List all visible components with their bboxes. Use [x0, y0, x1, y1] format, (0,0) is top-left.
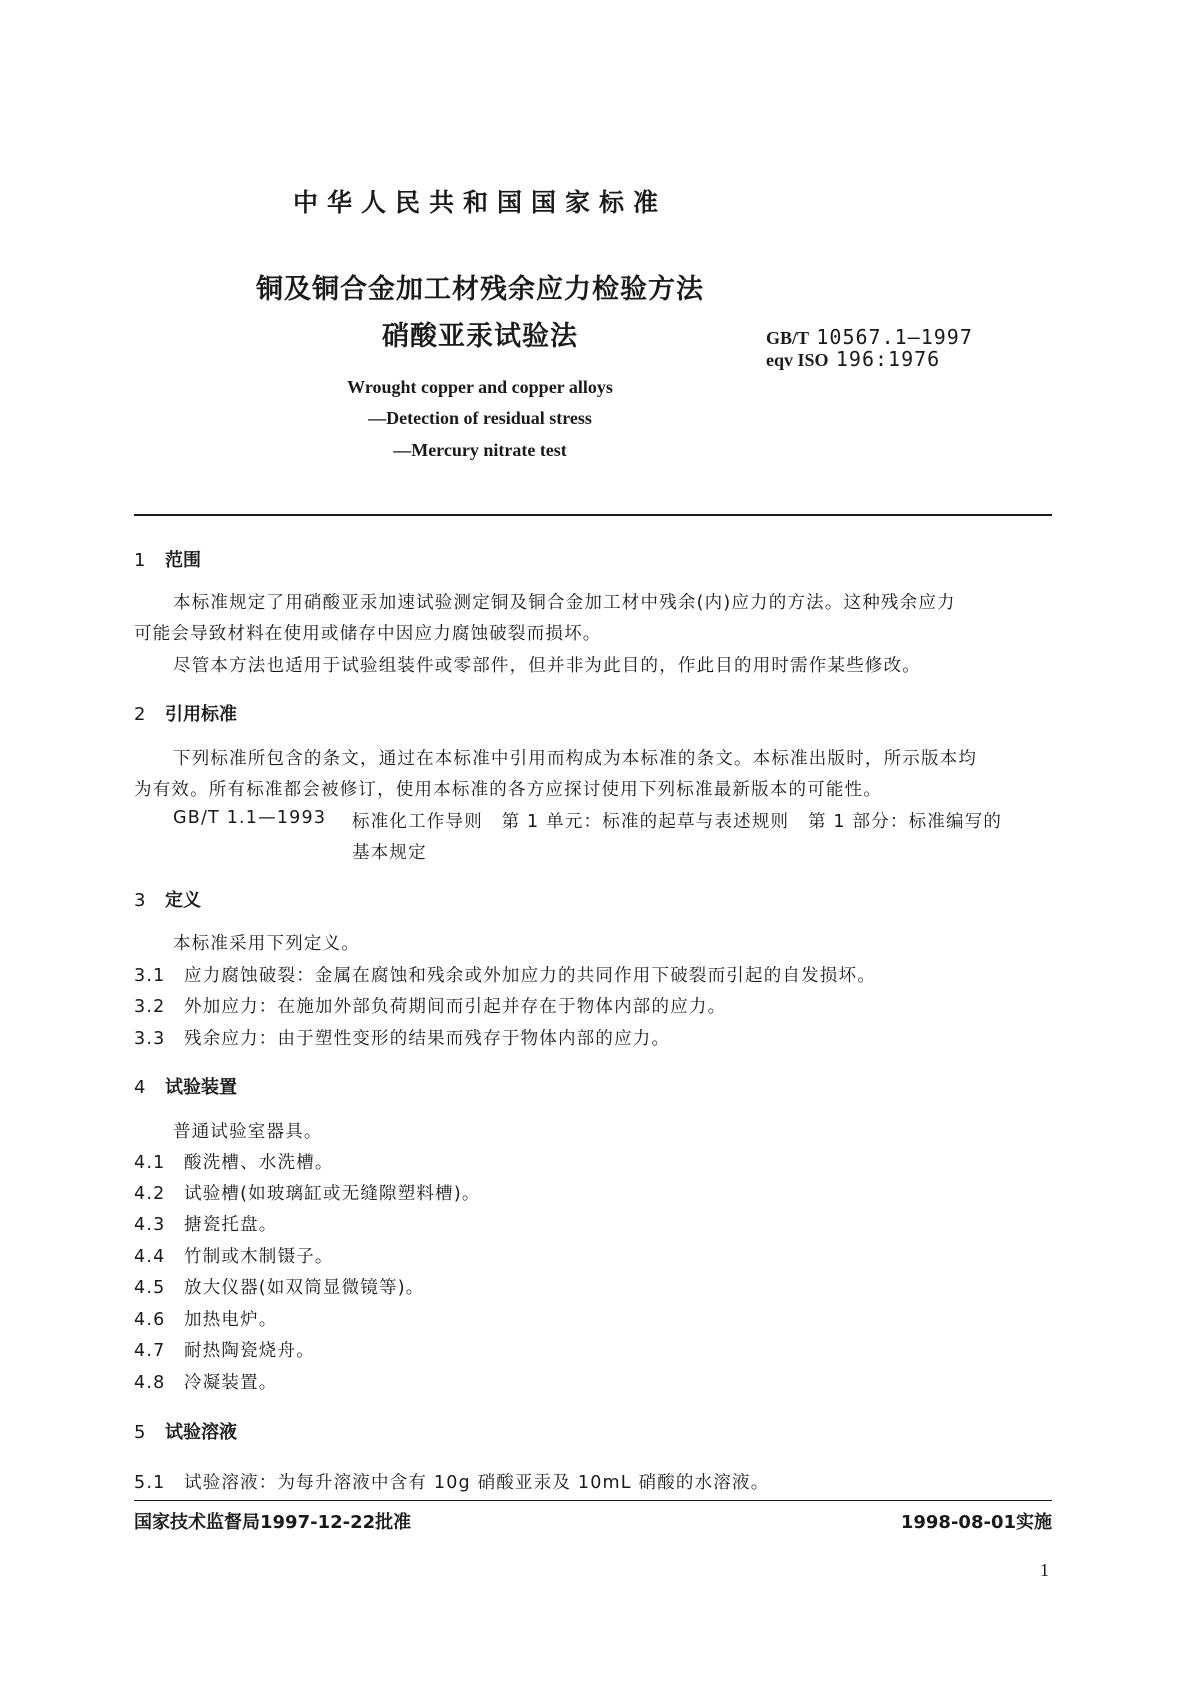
section-heading: [134, 1073, 237, 1099]
section-number: 4: [134, 1077, 146, 1098]
english-title-line: —Mercury nitrate test: [393, 440, 567, 460]
item-text: 加热电炉。: [184, 1310, 278, 1330]
item-number: 3.3: [134, 1029, 166, 1049]
item-text: 试验槽(如玻璃缸或无缝隙塑料槽)。: [184, 1184, 481, 1204]
item-text: 竹制或木制镊子。: [184, 1247, 334, 1267]
reference-title-line: 标准化工作导则 第 1 单元：标准的起草与表述规则 第 1 部分：标准编写的: [352, 812, 1003, 832]
item-text: 冷凝装置。: [184, 1373, 278, 1393]
section-title: 范围: [165, 550, 201, 571]
equivalent-standard-number: 196:1976: [835, 347, 941, 371]
document-subtitle: 硝酸亚汞试验法: [382, 321, 578, 352]
section-intro: 普通试验室器具。: [173, 1122, 323, 1142]
item-text: 应力腐蚀破裂：金属在腐蚀和残余或外加应力的共同作用下破裂而引起的自发损坏。: [184, 966, 876, 986]
standard-code-prefix: GB/T: [766, 328, 810, 348]
page-number: 1: [1040, 1560, 1049, 1580]
solution-item: [134, 1469, 769, 1494]
definition-item: [134, 1025, 670, 1050]
item-text: 外加应力：在施加外部负荷期间而引起并存在于物体内部的应力。: [184, 997, 727, 1017]
document-title: 铜及铜合金加工材残余应力检验方法: [256, 274, 704, 305]
equivalent-standard: [766, 347, 940, 371]
section-number: 1: [134, 550, 146, 571]
reference-code: GB/T 1.1—1993: [173, 808, 327, 828]
item-number: 3.1: [134, 966, 166, 986]
apparatus-item: [134, 1243, 334, 1268]
header-divider: [134, 514, 1052, 516]
english-title-line: Wrought copper and copper alloys: [347, 377, 613, 397]
paragraph-line: 可能会导致材料在使用或储存中因应力腐蚀破裂而损坏。: [134, 624, 602, 644]
effective-date: 1998-08-01实施: [900, 1512, 1052, 1533]
approval-date: 国家技术监督局1997-12-22批准: [134, 1512, 412, 1533]
footer-divider: [134, 1500, 1052, 1501]
english-title-line: —Detection of residual stress: [368, 408, 592, 428]
reference-title-line: 基本规定: [352, 843, 427, 863]
definition-item: [134, 993, 726, 1018]
item-number: 4.5: [134, 1278, 166, 1298]
section-heading: [134, 886, 201, 912]
definition-item: [134, 962, 876, 987]
item-number: 5.1: [134, 1473, 166, 1493]
apparatus-item: [134, 1149, 334, 1174]
item-text: 搪瓷托盘。: [184, 1215, 278, 1235]
section-intro: 本标准采用下列定义。: [173, 934, 360, 954]
item-text: 试验溶液：为每升溶液中含有 10g 硝酸亚汞及 10mL 硝酸的水溶液。: [184, 1473, 770, 1493]
apparatus-item: [134, 1274, 424, 1299]
apparatus-item: [134, 1306, 278, 1331]
section-title: 定义: [165, 890, 201, 911]
standard-code-number: 10567.1—1997: [816, 325, 973, 349]
apparatus-item: [134, 1369, 278, 1394]
paragraph-line: 下列标准所包含的条文，通过在本标准中引用而构成为本标准的条文。本标准出版时，所示版本均: [173, 749, 978, 769]
paragraph-line: 尽管本方法也适用于试验组装件或零部件，但并非为此目的，作此目的用时需作某些修改。: [173, 656, 921, 676]
section-title: 试验装置: [165, 1077, 237, 1098]
section-title: 引用标准: [165, 704, 237, 725]
nation-standard-heading: 中华人民共和国国家标准: [292, 188, 667, 217]
section-number: 5: [134, 1422, 146, 1443]
item-number: 4.4: [134, 1247, 166, 1267]
equivalent-standard-prefix: eqv ISO: [766, 350, 829, 370]
paragraph-line: 为有效。所有标准都会被修订，使用本标准的各方应探讨使用下列标准最新版本的可能性。: [134, 780, 882, 800]
item-number: 4.7: [134, 1341, 166, 1361]
section-number: 2: [134, 704, 146, 725]
standard-code: [766, 325, 973, 349]
item-number: 3.2: [134, 997, 166, 1017]
item-number: 4.8: [134, 1373, 166, 1393]
apparatus-item: [134, 1211, 278, 1236]
item-number: 4.2: [134, 1184, 166, 1204]
section-heading: [134, 700, 237, 726]
apparatus-item: [134, 1337, 315, 1362]
paragraph-line: 本标准规定了用硝酸亚汞加速试验测定铜及铜合金加工材中残余(内)应力的方法。这种残余应力: [173, 593, 956, 613]
item-text: 放大仪器(如双筒显微镜等)。: [184, 1278, 425, 1298]
apparatus-item: [134, 1180, 481, 1205]
item-text: 残余应力：由于塑性变形的结果而残存于物体内部的应力。: [184, 1029, 671, 1049]
section-number: 3: [134, 890, 146, 911]
item-number: 4.6: [134, 1310, 166, 1330]
item-number: 4.1: [134, 1153, 166, 1173]
item-number: 4.3: [134, 1215, 166, 1235]
item-text: 耐热陶瓷烧舟。: [184, 1341, 315, 1361]
item-text: 酸洗槽、水洗槽。: [184, 1153, 334, 1173]
section-title: 试验溶液: [165, 1422, 237, 1443]
section-heading: [134, 546, 201, 572]
section-heading: [134, 1418, 237, 1444]
